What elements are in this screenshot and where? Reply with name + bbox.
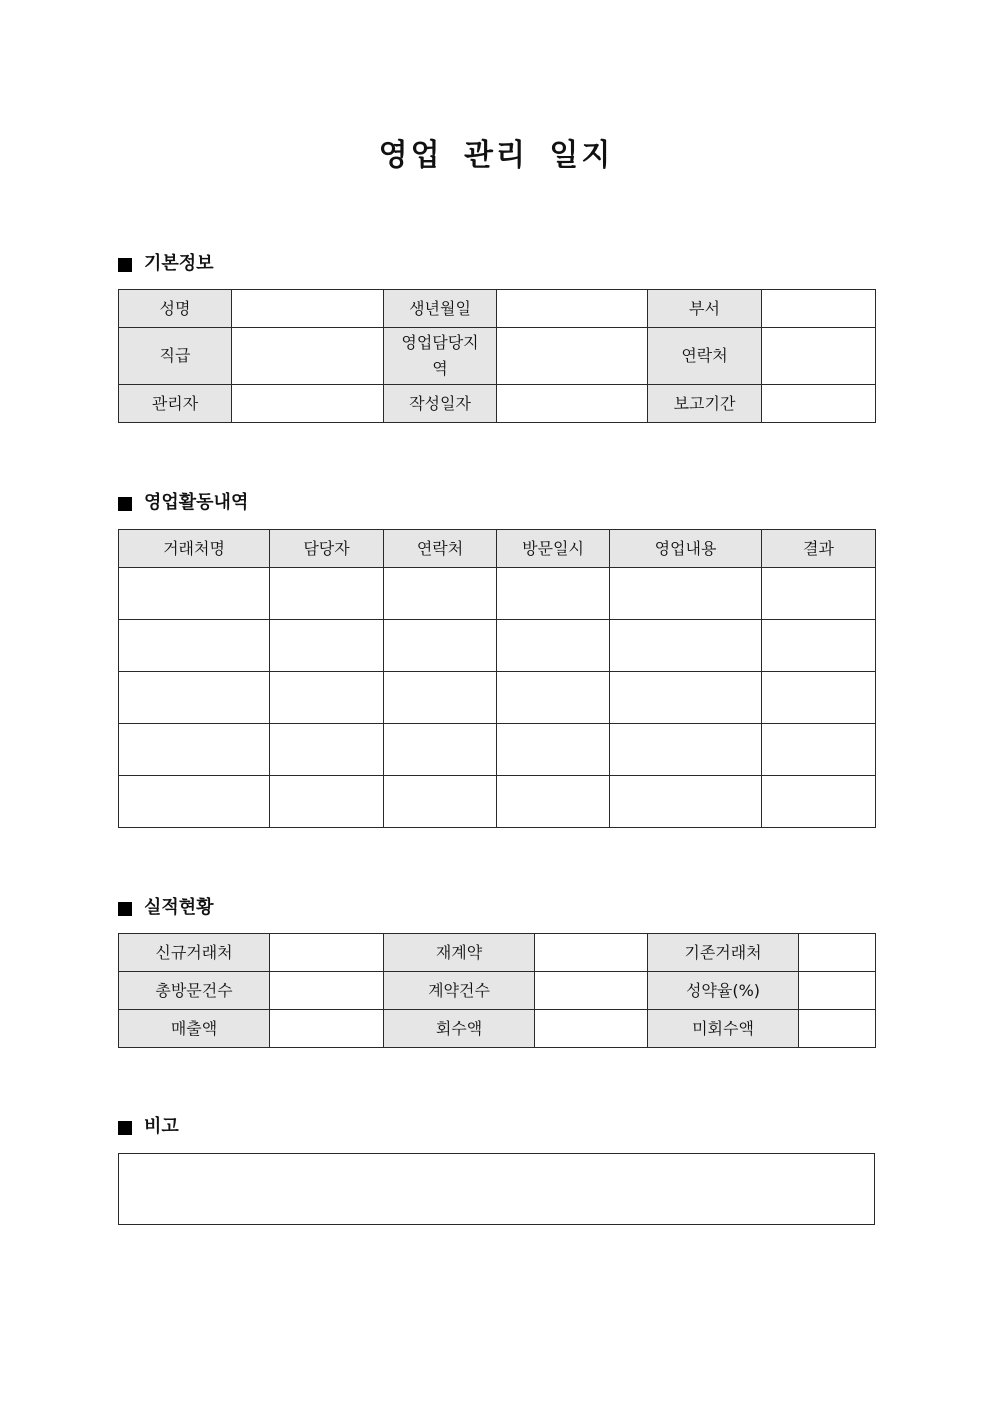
table-cell[interactable]	[384, 620, 497, 672]
uncollected-amount-label: 미회수액	[648, 1010, 799, 1048]
table-row	[119, 776, 876, 828]
activities-heading	[118, 490, 248, 516]
uncollected-amount-field[interactable]	[799, 1010, 876, 1048]
position-field[interactable]	[232, 328, 384, 385]
table-cell[interactable]	[762, 568, 876, 620]
table-cell[interactable]	[610, 568, 762, 620]
report-period-field[interactable]	[762, 385, 876, 423]
table-row	[119, 290, 876, 328]
table-row	[119, 934, 876, 972]
table-cell[interactable]	[497, 724, 610, 776]
table-cell[interactable]	[610, 724, 762, 776]
activities-heading-label: 영업활동내역	[144, 492, 249, 513]
table-cell[interactable]	[119, 620, 270, 672]
contract-count-field[interactable]	[535, 972, 648, 1010]
contract-count-label: 계약건수	[384, 972, 535, 1010]
table-cell[interactable]	[497, 568, 610, 620]
table-row	[119, 385, 876, 423]
close-rate-field[interactable]	[799, 972, 876, 1010]
table-cell[interactable]	[119, 724, 270, 776]
manager-field[interactable]	[232, 385, 384, 423]
table-row	[119, 724, 876, 776]
table-cell[interactable]	[119, 568, 270, 620]
table-cell[interactable]	[762, 776, 876, 828]
remarks-heading	[118, 1114, 179, 1140]
remarks-heading-label: 비고	[144, 1116, 179, 1137]
existing-clients-field[interactable]	[799, 934, 876, 972]
table-cell[interactable]	[384, 672, 497, 724]
basic-info-table	[118, 289, 876, 423]
table-row	[119, 568, 876, 620]
square-bullet-icon	[118, 497, 132, 511]
performance-heading-label: 실적현황	[144, 897, 214, 918]
contact-field[interactable]	[762, 328, 876, 385]
table-cell[interactable]	[119, 776, 270, 828]
write-date-label: 작성일자	[384, 385, 497, 423]
col-header-content: 영업내용	[610, 530, 762, 568]
collected-amount-field[interactable]	[535, 1010, 648, 1048]
write-date-field[interactable]	[497, 385, 648, 423]
table-cell[interactable]	[270, 620, 384, 672]
table-cell[interactable]	[119, 672, 270, 724]
square-bullet-icon	[118, 258, 132, 272]
table-cell[interactable]	[384, 776, 497, 828]
col-header-visit-datetime: 방문일시	[497, 530, 610, 568]
name-field[interactable]	[232, 290, 384, 328]
table-row	[119, 672, 876, 724]
table-cell[interactable]	[270, 568, 384, 620]
new-clients-field[interactable]	[270, 934, 384, 972]
renewal-field[interactable]	[535, 934, 648, 972]
birthdate-field[interactable]	[497, 290, 648, 328]
table-cell[interactable]	[384, 724, 497, 776]
table-cell[interactable]	[762, 724, 876, 776]
collected-amount-label: 회수액	[384, 1010, 535, 1048]
table-cell[interactable]	[762, 620, 876, 672]
col-header-contact: 연락처	[384, 530, 497, 568]
contact-label: 연락처	[648, 328, 762, 385]
table-cell[interactable]	[270, 776, 384, 828]
close-rate-label: 성약율(%)	[648, 972, 799, 1010]
activities-table	[118, 529, 876, 828]
performance-table	[118, 933, 876, 1048]
performance-heading	[118, 895, 214, 921]
department-field[interactable]	[762, 290, 876, 328]
square-bullet-icon	[118, 1121, 132, 1135]
sales-region-label: 영업담당지역	[384, 328, 497, 385]
table-cell[interactable]	[270, 672, 384, 724]
table-cell[interactable]	[762, 672, 876, 724]
table-cell[interactable]	[610, 776, 762, 828]
table-row	[119, 328, 876, 385]
table-row	[119, 1010, 876, 1048]
sales-amount-field[interactable]	[270, 1010, 384, 1048]
table-header-row	[119, 530, 876, 568]
manager-label: 관리자	[119, 385, 232, 423]
renewal-label: 재계약	[384, 934, 535, 972]
table-row	[119, 972, 876, 1010]
remarks-field[interactable]	[118, 1153, 875, 1225]
total-visits-field[interactable]	[270, 972, 384, 1010]
document-title: 영업 관리 일지	[378, 138, 614, 173]
department-label: 부서	[648, 290, 762, 328]
new-clients-label: 신규거래처	[119, 934, 270, 972]
existing-clients-label: 기존거래처	[648, 934, 799, 972]
table-cell[interactable]	[270, 724, 384, 776]
col-header-person: 담당자	[270, 530, 384, 568]
report-period-label: 보고기간	[648, 385, 762, 423]
col-header-result: 결과	[762, 530, 876, 568]
position-label: 직급	[119, 328, 232, 385]
table-cell[interactable]	[610, 620, 762, 672]
table-cell[interactable]	[497, 776, 610, 828]
square-bullet-icon	[118, 902, 132, 916]
col-header-client: 거래처명	[119, 530, 270, 568]
table-cell[interactable]	[610, 672, 762, 724]
table-row	[119, 620, 876, 672]
name-label: 성명	[119, 290, 232, 328]
sales-region-field[interactable]	[497, 328, 648, 385]
table-cell[interactable]	[497, 672, 610, 724]
basic-info-heading-label: 기본정보	[144, 253, 214, 274]
table-cell[interactable]	[497, 620, 610, 672]
table-cell[interactable]	[384, 568, 497, 620]
basic-info-heading	[118, 251, 214, 277]
total-visits-label: 총방문건수	[119, 972, 270, 1010]
sales-amount-label: 매출액	[119, 1010, 270, 1048]
birthdate-label: 생년월일	[384, 290, 497, 328]
